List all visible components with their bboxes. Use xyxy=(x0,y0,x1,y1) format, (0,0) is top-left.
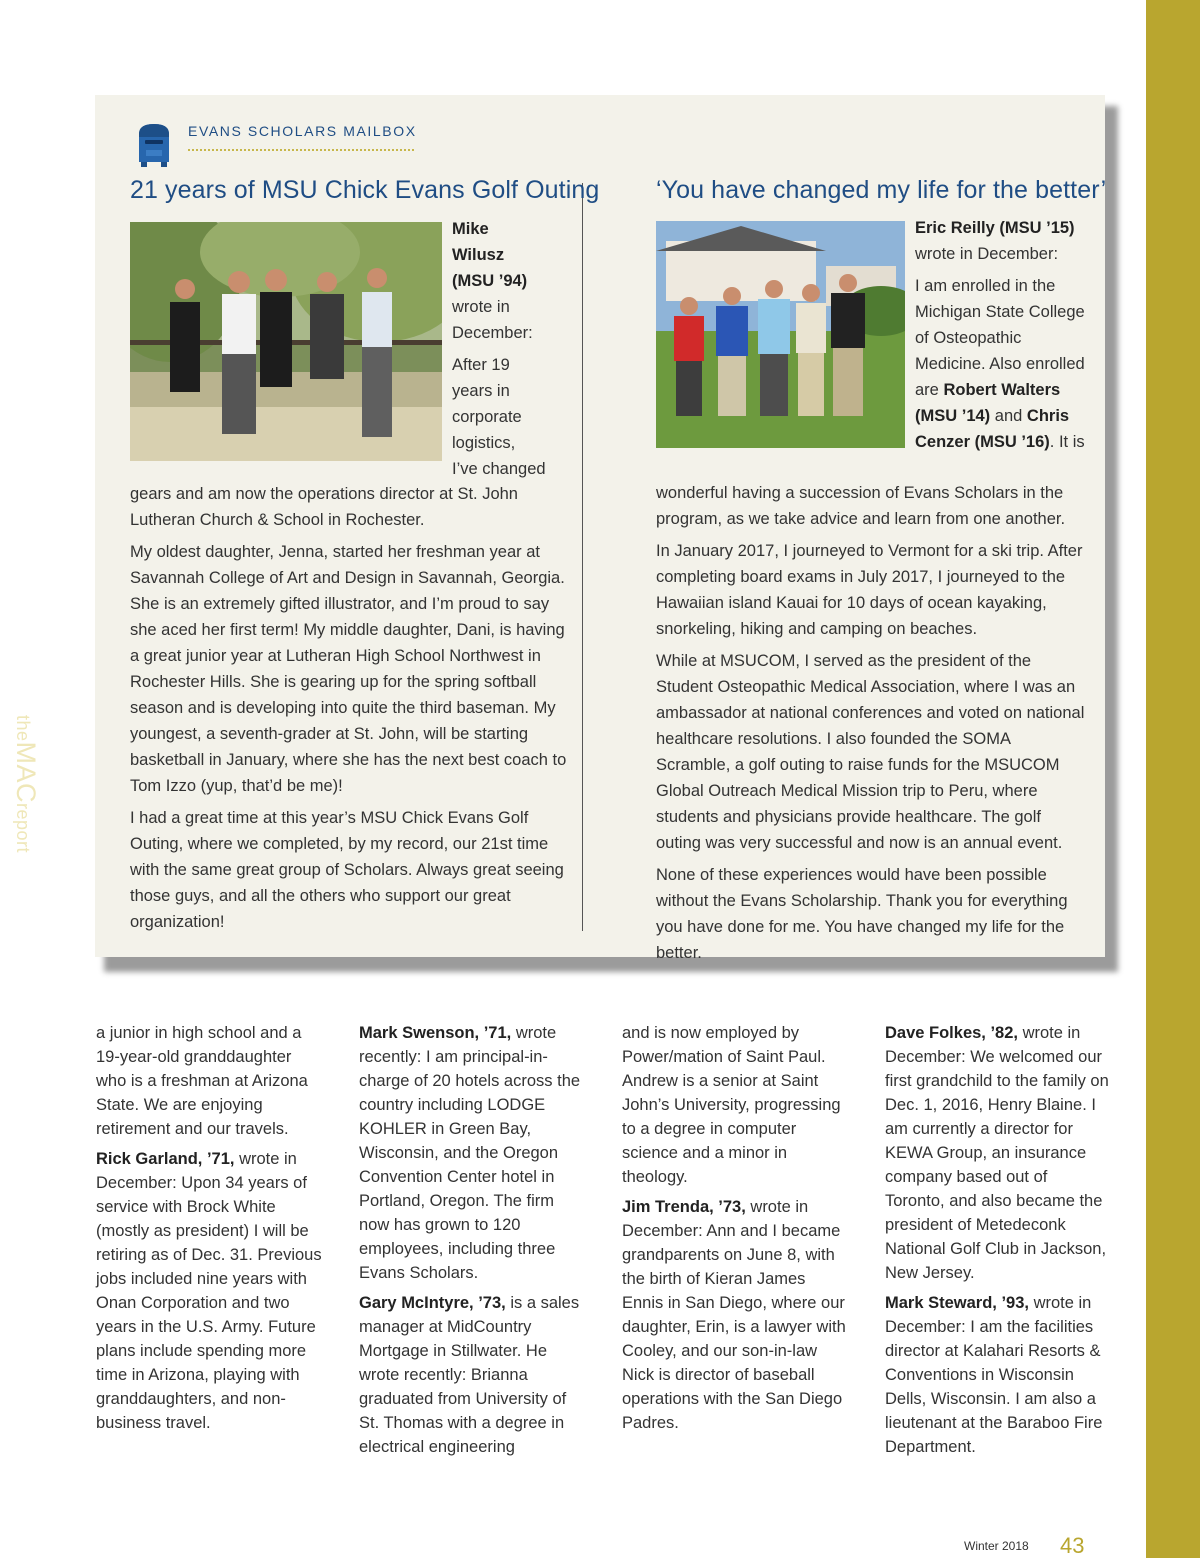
golf-group-photo-right xyxy=(656,221,905,448)
right-article-body xyxy=(656,480,1086,972)
news-column-3: and is now employed by Power/mation of Saint Paul. Andrew is a senior at Saint John’s University, progressing to a degree in computer science and a minor in theology. Jim Trenda, ’73, wrote in December: Ann and I became grandparents on June 8, with the birth of Kieran James Ennis in San Diego, where our daughter, Erin, is a lawyer with Cooley, and our son-in-law Nick is director of baseball operations with the San Diego Padres. xyxy=(622,1024,846,1432)
left-article-body xyxy=(130,481,570,941)
left-headline: 21 years of MSU Chick Evans Golf Outing xyxy=(130,176,600,204)
page-number: 43 xyxy=(1060,1533,1085,1558)
column-divider xyxy=(582,183,583,931)
mailbox-icon xyxy=(136,120,172,168)
paragraph: wonderful having a succession of Evans Scholars in the program, as we take advice and learn from one another. xyxy=(656,484,1066,528)
left-aside-text: Mike Wilusz (MSU ’94) wrote in December: After 19 years in corporate logistics, I’ve changed xyxy=(452,220,546,478)
paragraph: gears and am now the operations director at St. John Lutheran Church & School in Rochester. xyxy=(130,485,518,529)
magazine-side-label: theMACreport xyxy=(11,715,41,854)
side-band xyxy=(1146,0,1200,1558)
right-aside-text: Eric Reilly (MSU ’15) wrote in December: I am enrolled in the Michigan State College of Osteopathic Medicine. Also enrolled are Robert Walters (MSU ’14) and Chris Cenzer (MSU ’16). It is xyxy=(915,219,1085,451)
news-column-4: Dave Folkes, ’82, wrote in December: We welcomed our first grandchild to the family on Dec. 1, 2016, Henry Blaine. I am currently a director for KEWA Group, an insurance company based out of Toronto, and also became the president of Metedeconk National Golf Club in Jackson, New Jersey. Mark Steward, ’93, wrote in December: I am the facilities director at Kalahari Resorts & Conventions in Wisconsin Dells, Wisconsin. I am also a lieutenant at the Baraboo Fire Department. xyxy=(885,1024,1109,1456)
section-rule xyxy=(188,149,414,151)
paragraph: In January 2017, I journeyed to Vermont for a ski trip. After completing board exams in July 2017, I journeyed to the Hawaiian island Kauai for 10 days of ocean kayaking, snorkeling, hiking and camping on beaches. xyxy=(656,542,1083,638)
right-headline: ‘You have changed my life for the better’ xyxy=(656,176,1107,204)
paragraph: None of these experiences would have been possible without the Evans Scholarship. Thank you for everything you have done for me. You have changed my life for the better. xyxy=(656,866,1068,962)
news-column-1: a junior in high school and a 19-year-old granddaughter who is a freshman at Arizona State. We are enjoying retirement and our travels. Rick Garland, ’71, wrote in December: Upon 34 years of service with Brock White (mostly as president) I will be retiring as of Dec. 31. Previous jobs included nine years with Onan Corporation and two years in the U.S. Army. Future plans include spending more time in Arizona, playing with granddaughters, and non-business travel. xyxy=(96,1024,322,1432)
issue-label: Winter 2018 xyxy=(964,1539,1029,1553)
paragraph: I had a great time at this year’s MSU Chick Evans Golf Outing, where we completed, by my record, our 21st time with the same great group of Scholars. Always great seeing those guys, and all the others who support our great organization! xyxy=(130,809,564,931)
golf-group-photo-left xyxy=(130,222,442,461)
paragraph: My oldest daughter, Jenna, started her freshman year at Savannah College of Art and Design in Savannah, Georgia. She is an extremely gifted illustrator, and I’m proud to say she aced her first term! My middle daughter, Dani, is having a great junior year at Lutheran High School Northwest in Rochester Hills. She is gearing up for the spring softball season and is developing into quite the third baseman. My youngest, a seventh-grader at St. John, will be starting basketball in January, where she has the next best coach to Tom Izzo (yup, that’d be me)! xyxy=(130,543,567,795)
news-column-2: Mark Swenson, ’71, wrote recently: I am principal-in-charge of 20 hotels across the country including LODGE KOHLER in Green Bay, Wisconsin, and the Oregon Convention Center hotel in Portland, Oregon. The firm now has grown to 120 employees, including three Evans Scholars. Gary McIntyre, ’73, is a sales manager at MidCountry Mortgage in Stillwater. He wrote recently: Brianna graduated from University of St. Thomas with a degree in electrical engineering xyxy=(359,1024,581,1456)
paragraph: While at MSUCOM, I served as the president of the Student Osteopathic Medical Association, where I was an ambassador at national conferences and voted on national healthcare resolutions. I also founded the SOMA Scramble, a golf outing to raise funds for the MSUCOM Global Outreach Medical Mission trip to Peru, where students and physicians provide healthcare. The golf outing was very successful and now is an annual event. xyxy=(656,652,1085,852)
section-title: EVANS SCHOLARS MAILBOX xyxy=(188,123,417,139)
